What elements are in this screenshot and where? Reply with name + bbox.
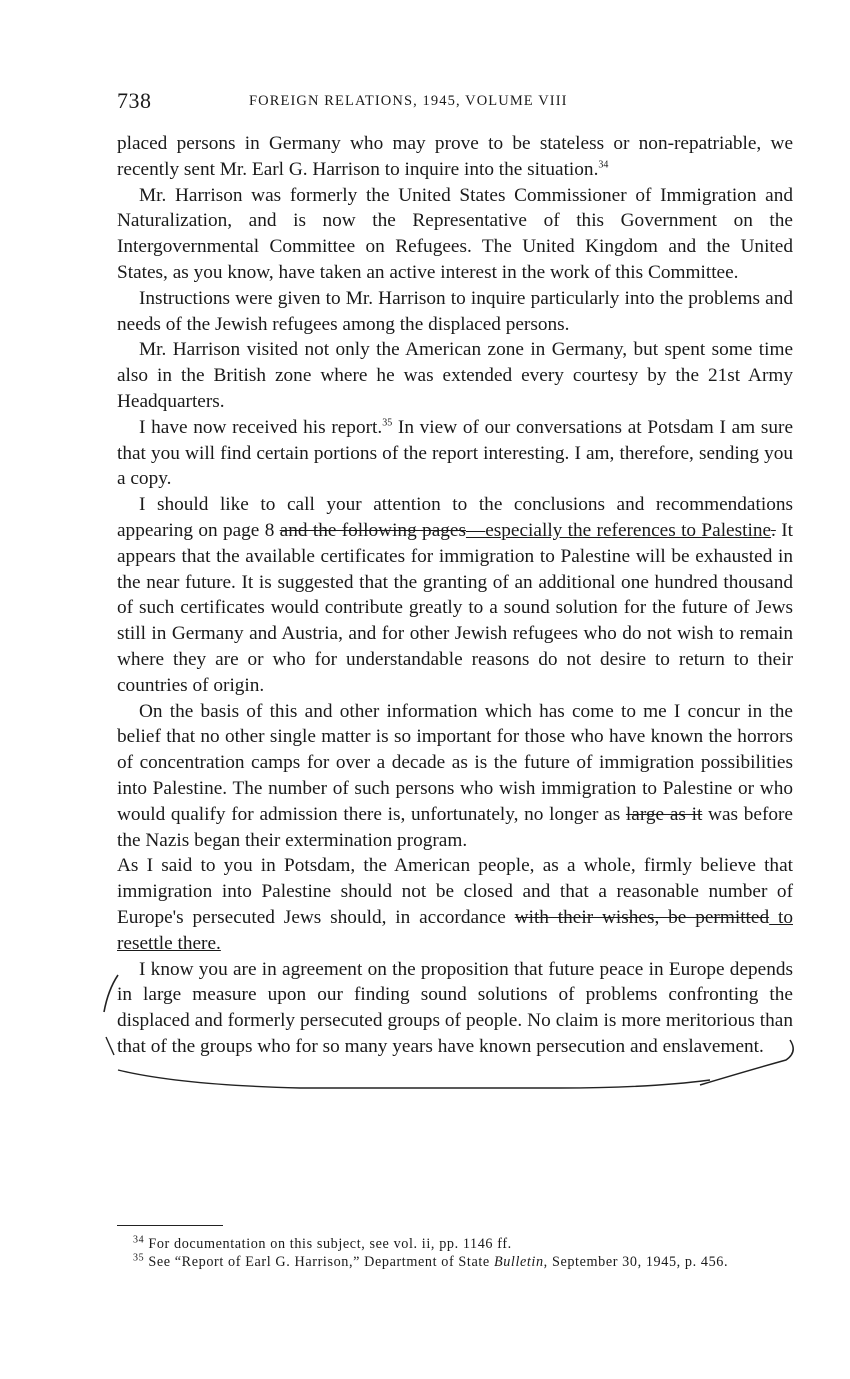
footnote-ref-34: 34 — [598, 159, 609, 171]
footnote-35-bulletin: Bulletin — [493, 1254, 544, 1270]
paragraph-7-text-a: On the basis of this and other information which has come to me I concur in the belief that no other single matter is so important for those who have known the horrors of concentration camps for over a decade as is the future of immigration possibilities into Palestine. The number of such persons who wish immigration to Palestine or who would qualify for admission there is, unfortunately, no longer as — [117, 700, 793, 825]
footnote-34 — [117, 1235, 793, 1253]
underlined-text-resettle: to resettle there. — [117, 906, 793, 954]
page-header — [117, 88, 793, 120]
paragraph-2: Mr. Harrison was formerly the United States Commissioner of Immigration and Naturalization, and is now the Representative of this Government on the Intergovernmental Committee on Refugees. The United Kingdom and the United States, as you know, have taken an active interest in the work of this Committee. — [117, 184, 793, 283]
footnote-35 — [117, 1253, 793, 1271]
paragraph-5-text-b: In view of our conversations at Potsdam I am sure that you will find certain portions of the report interesting. I am, therefore, sending you a copy. — [117, 416, 793, 490]
paragraph-1 — [117, 131, 793, 183]
paragraph-7 — [117, 699, 793, 854]
paragraph-6-text-c: It appears that the available certificates for immigration to Palestine will be exhausted in the near future. It is suggested that the granting of an additional one hundred thousand of such certificates would contribute greatly to a sound solution for the future of Jews still in Germany and Austria, and for other Jewish refugees who do not wish to remain where they are or who for understandable reasons do not desire to return to their countries of origin. — [117, 519, 793, 696]
handwritten-bracket-left — [104, 975, 118, 1012]
underlined-text-especially: —especially the references to Palestine — [465, 519, 772, 541]
footnote-mark-35: 35 — [133, 1252, 145, 1264]
paragraph-8 — [117, 853, 793, 956]
paragraph-7-text-b: was before the Nazis began their extermination program. — [117, 803, 793, 851]
running-head: FOREIGN RELATIONS, 1945, VOLUME VIII — [249, 93, 568, 109]
struck-text-large-as-it: large as it — [625, 803, 703, 825]
struck-text-with-their-wishes: with their wishes, be permitted — [514, 906, 770, 928]
footnote-rule — [117, 1225, 223, 1226]
footnote-35-text-a: See “Report of Earl G. Harrison,” Department of State — [144, 1254, 494, 1270]
handwritten-tick-left — [106, 1037, 114, 1055]
paragraph-4: Mr. Harrison visited not only the American zone in Germany, but spent some time also in the British zone where he was extended every courtesy by the 21st Army Headquarters. — [117, 339, 793, 412]
footnote-35-text-b: , September 30, 1945, p. 456. — [543, 1254, 729, 1270]
paragraph-6 — [117, 492, 793, 698]
footnote-mark-34: 34 — [133, 1234, 145, 1246]
struck-text-following-pages: and the following pages — [279, 519, 466, 541]
document-page — [117, 0, 793, 1379]
paragraph-5 — [117, 415, 793, 492]
paragraph-6-text-a: I should like to call your attention to the conclusions and recommendations appearing on page 8 — [117, 494, 793, 541]
paragraph-1-text: placed persons in Germany who may prove to be stateless or non-repatriable, we recently sent Mr. Earl G. Harrison to inquire into the situation. — [117, 133, 793, 180]
footnotes — [117, 1235, 793, 1271]
paragraph-8-text-a: As I said to you in Potsdam, the American people, as a whole, firmly believe that immigration into Palestine should not be closed and that a reasonable number of Europe's persecuted Jews should, in accordance — [117, 855, 793, 928]
footnote-34-text: For documentation on this subject, see vol. ii, pp. 1146 ff. — [144, 1236, 512, 1252]
page-number: 738 — [117, 88, 152, 113]
paragraph-5-text-a: I have now received his report. — [139, 416, 383, 438]
footnote-ref-35: 35 — [382, 417, 393, 429]
body-text — [117, 131, 793, 1060]
paragraph-3: Instructions were given to Mr. Harrison to inquire particularly into the problems and needs of the Jewish refugees among the displaced persons. — [117, 287, 793, 335]
paragraph-9: I know you are in agreement on the proposition that future peace in Europe depends in large measure upon our finding sound solutions of problems confronting the displaced and formerly persecuted groups of people. No claim is more meritorious than that of the groups who for so many years have known persecution and enslavement. — [117, 958, 793, 1057]
struck-period: . — [771, 519, 776, 541]
